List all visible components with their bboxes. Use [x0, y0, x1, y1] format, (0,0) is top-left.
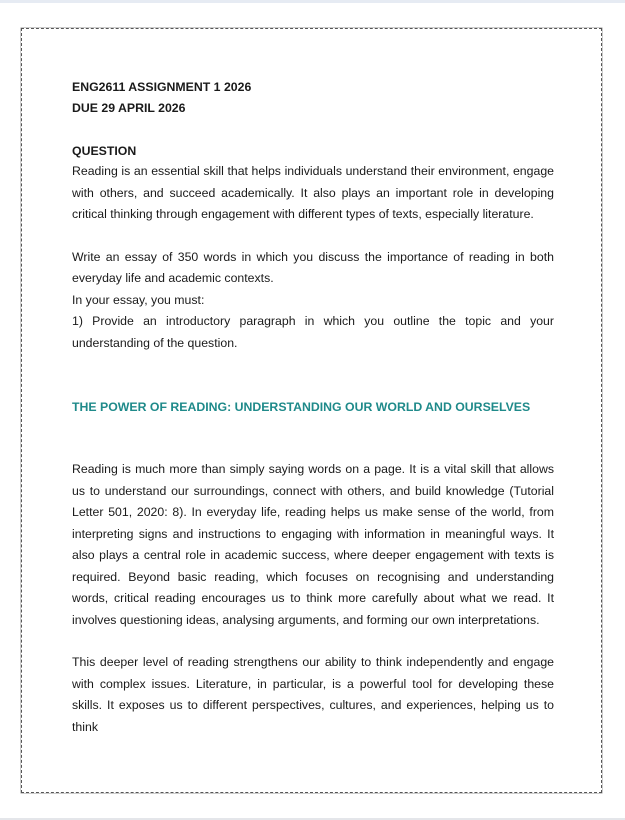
top-edge-band — [0, 0, 625, 3]
essay-paragraph-1: Reading is much more than simply saying words on a page. It is a vital skill that allows us to understand our surroundings, connect with others, and build knowledge (Tutorial Letter 501, 2020: 8). In everyday life, reading helps us make sense of the world, from interpreting signs and instructions to engaging with information in meaningful ways. It also plays a central role in academic success, where deeper engagement with texts is required. Beyond basic reading, which focuses on recognising and understanding words, critical reading encourages us to think more carefully about what we read. It involves questioning ideas, analysing arguments, and forming our own interpretations. — [72, 462, 554, 627]
question-heading: QUESTION — [72, 144, 137, 158]
question-task: Write an essay of 350 words in which you discuss the importance of reading in both everyday life and academic contexts. — [72, 249, 554, 285]
question-requirement-1: 1) Provide an introductory paragraph in which you outline the topic and your understanding of the question. — [72, 314, 554, 350]
spacer — [72, 631, 554, 652]
spacer — [72, 417, 554, 459]
essay-title: THE POWER OF READING: UNDERSTANDING OUR WORLD AND OURSELVES — [72, 400, 531, 414]
spacer — [72, 354, 554, 397]
essay-paragraph-2: This deeper level of reading strengthens our ability to think independently and engage with complex issues. Literature, in particular, is a powerful tool for developing these skills. It exposes us to different perspectives, cultures, and experiences, helping us to think — [72, 655, 554, 734]
document-page — [21, 28, 602, 793]
spacer — [72, 119, 554, 141]
spacer — [72, 226, 554, 247]
question-must-label: In your essay, you must: — [72, 292, 205, 307]
course-title: ENG2611 ASSIGNMENT 1 2026 — [72, 80, 252, 94]
due-date: DUE 29 APRIL 2026 — [72, 101, 186, 115]
page-content — [72, 77, 554, 738]
question-intro: Reading is an essential skill that helps individuals understand their environment, engage with others, and succeed academically. It also plays an important role in developing critical thinking through engagement with different types of texts, especially literature. — [72, 164, 554, 221]
